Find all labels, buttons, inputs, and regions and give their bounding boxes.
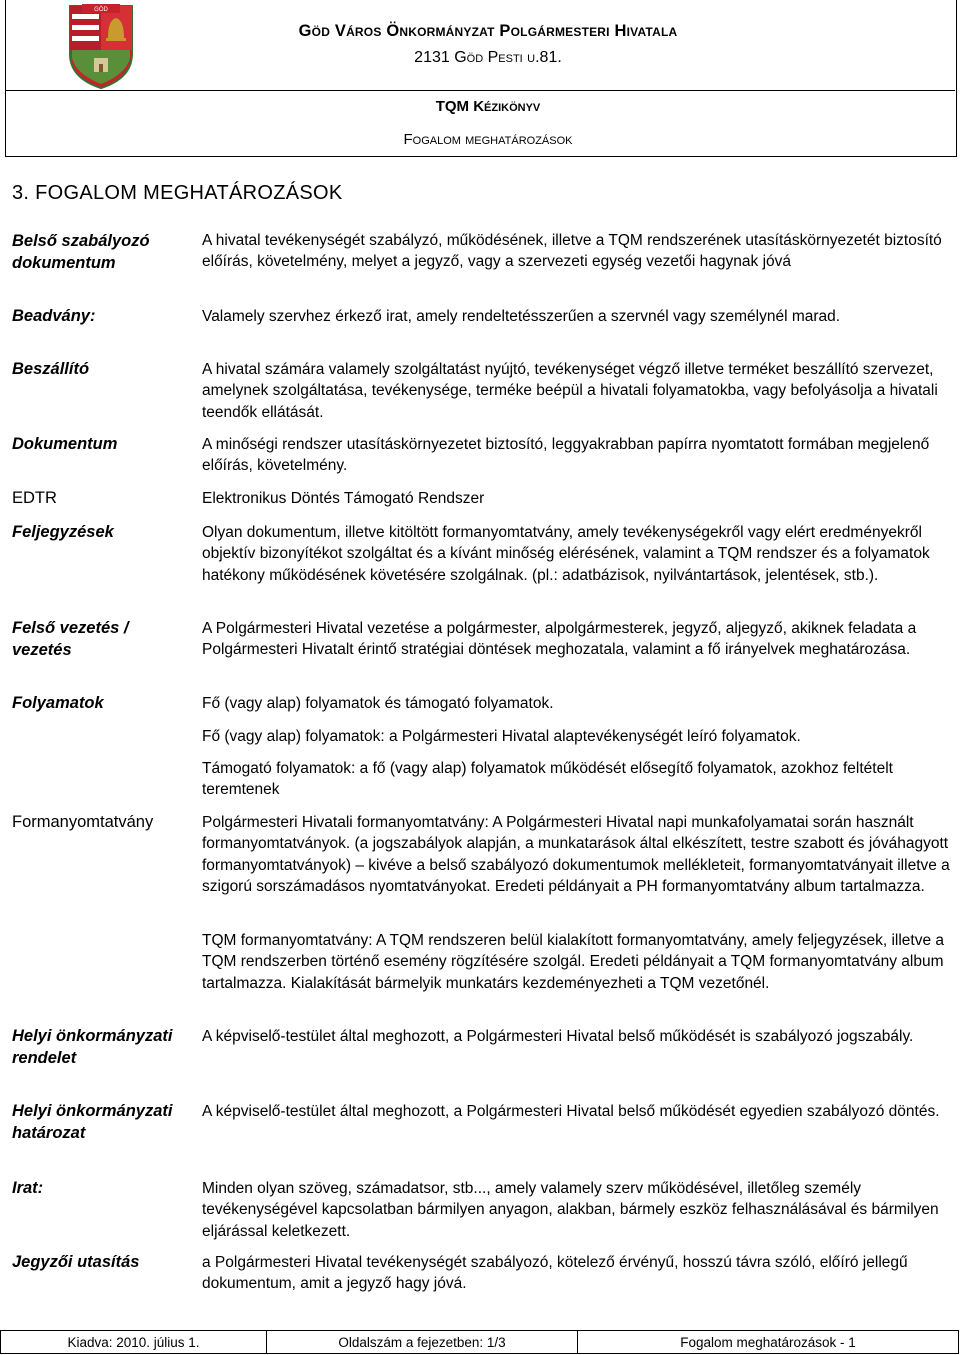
logo-text: GÖD [94, 7, 108, 13]
footer-chapter: Fogalom meghatározások - 1 [680, 1334, 856, 1350]
term-form: Formanyomtatvány [12, 813, 154, 831]
term-document: Dokumentum [12, 435, 118, 453]
definition-supplier: A hivatal számára valamely szolgáltatást nyújtó, tevékenységet végző illetve terméket beszállító szervezet, amelynek szolgáltatása, tevékenysége, terméke beépül a hivatali folyamatokba, vagy befolyásolja a hivatali teendők ellátását. [202, 361, 938, 421]
definition-record: Minden olyan szöveg, számadatsor, stb..., amely valamely szerv működésével, illetőleg személy tevékenységével kapcsolatban bármilyen anyagon, alakban, bármely eszköz felhasználásával és bármilyen eljárással keletkezett. [202, 1180, 939, 1240]
coat-of-arms-logo [66, 2, 136, 90]
definition-internal-regulation: A hivatal tevékenységét szabályzó, működésének, illetve a TQM rendszerének utasításkörnyezetét biztosító előírás, követelmény, melyet a jegyző, vagy a szervezeti egység vezetői hagynak jóvá [202, 232, 942, 271]
section-subtitle: Fogalom meghatározások [403, 131, 573, 148]
term-local-resolution: Helyi önkormányzati határozat [12, 1102, 173, 1142]
term-top-management: Felső vezetés / vezetés [12, 619, 129, 659]
definition-support-processes: Támogató folyamatok: a fő (vagy alap) folyamatok működését elősegítő folyamatok, azokhoz feltételt teremtenek [202, 760, 893, 799]
term-notary-instruction: Jegyzői utasítás [12, 1253, 140, 1271]
definition-edtr: Elektronikus Döntés Támogató Rendszer [202, 490, 485, 507]
definition-processes: Fő (vagy alap) folyamatok és támogató folyamatok. [202, 695, 554, 712]
definition-local-decree: A képviselő-testület által meghozott, a Polgármesteri Hivatal belső működését is szabályozó jogszabály. [202, 1028, 914, 1045]
term-internal-regulation: Belső szabályozó dokumentum [12, 232, 150, 272]
term-records: Feljegyzések [12, 523, 114, 541]
definition-submission: Valamely szervhez érkező irat, amely rendeltetésszerűen a szervnél vagy személynél marad. [202, 308, 841, 325]
term-edtr: EDTR [12, 489, 57, 507]
page-header [5, 0, 955, 157]
definition-office-form: Polgármesteri Hivatali formanyomtatvány: A Polgármesteri Hivatal napi munkafolyamatai során használt formanyomtatványok. (a jogszabályok alapján, a munkatarások által elkészített, testre szabott és jóváhagyott formanyomtatványok) – kivéve a belső szabályozó dokumentumok mellékleteit, formanyomtatványait illetve a szigorú sorszámadásos nyomtatványokat. Eredeti példányait a PH formanyomtatvány album tartalmazza. [202, 814, 950, 895]
organization-name: Göd Város Önkormányzat Polgármesteri Hivatala [298, 22, 678, 40]
footer-issued: Kiadva: 2010. július 1. [1, 1331, 267, 1353]
definition-top-management: A Polgármesteri Hivatal vezetése a polgármester, alpolgármesterek, jegyző, aljegyző, akiknek feladata a Polgármesteri Hivatalt érintő stratégiai döntések meghozatala, valamint a fő irányelvek meghatározása. [202, 620, 917, 659]
organization-address: 2131 Göd Pesti u.81. [414, 49, 562, 66]
definition-tqm-form: TQM formanyomtatvány: A TQM rendszeren belül kialakított formanyomtatvány, amely feljegyzések, illetve a TQM rendszerben történő esemény rögzítésére szolgál. Eredeti példányait a TQM formanyomtatvány album tartalmazza. Kialakítását bármelyik munkatárs kezdeményezheti a TQM vezetőnél. [202, 932, 945, 992]
header-divider [5, 90, 955, 91]
term-supplier: Beszállító [12, 360, 90, 378]
term-submission: Beadvány: [12, 307, 96, 325]
definition-records: Olyan dokumentum, illetve kitöltött formanyomtatvány, amely tevékenységekről vagy elért eredményekről objektív bizonyítékot szolgáltat és a kívánt minőség elérésének, valamint a TQM rendszer és a folyamatok hatékony működésének követésére szolgálnak. (pl.: adatbázisok, nyilvántartások, jelentések, stb.). [202, 524, 930, 584]
definition-local-resolution: A képviselő-testület által meghozott, a Polgármesteri Hivatal belső működését egyedien szabályozó döntés. [202, 1103, 940, 1120]
term-record: Irat: [12, 1179, 44, 1197]
term-local-decree: Helyi önkormányzati rendelet [12, 1027, 173, 1067]
footer-page-number: Oldalszám a fejezetben: 1/3 [267, 1331, 578, 1353]
definition-core-processes: Fő (vagy alap) folyamatok: a Polgármesteri Hivatal alaptevékenységét leíró folyamatok. [202, 728, 801, 745]
manual-title: TQM Kézikönyv [435, 98, 541, 115]
term-processes: Folyamatok [12, 694, 104, 712]
definition-notary-instruction: a Polgármesteri Hivatal tevékenységét szabályozó, kötelező érvényű, hosszú távra szóló, előíró jellegű dokumentum, amit a jegyző hagy jóvá. [202, 1254, 908, 1293]
page-footer [0, 1330, 959, 1354]
section-title: 3. FOGALOM MEGHATÁROZÁSOK [12, 182, 343, 204]
definition-document: A minőségi rendszer utasításkörnyezetet biztosító, leggyakrabban papírra nyomtatott formában megjelenő előírás, követelmény. [202, 436, 930, 475]
